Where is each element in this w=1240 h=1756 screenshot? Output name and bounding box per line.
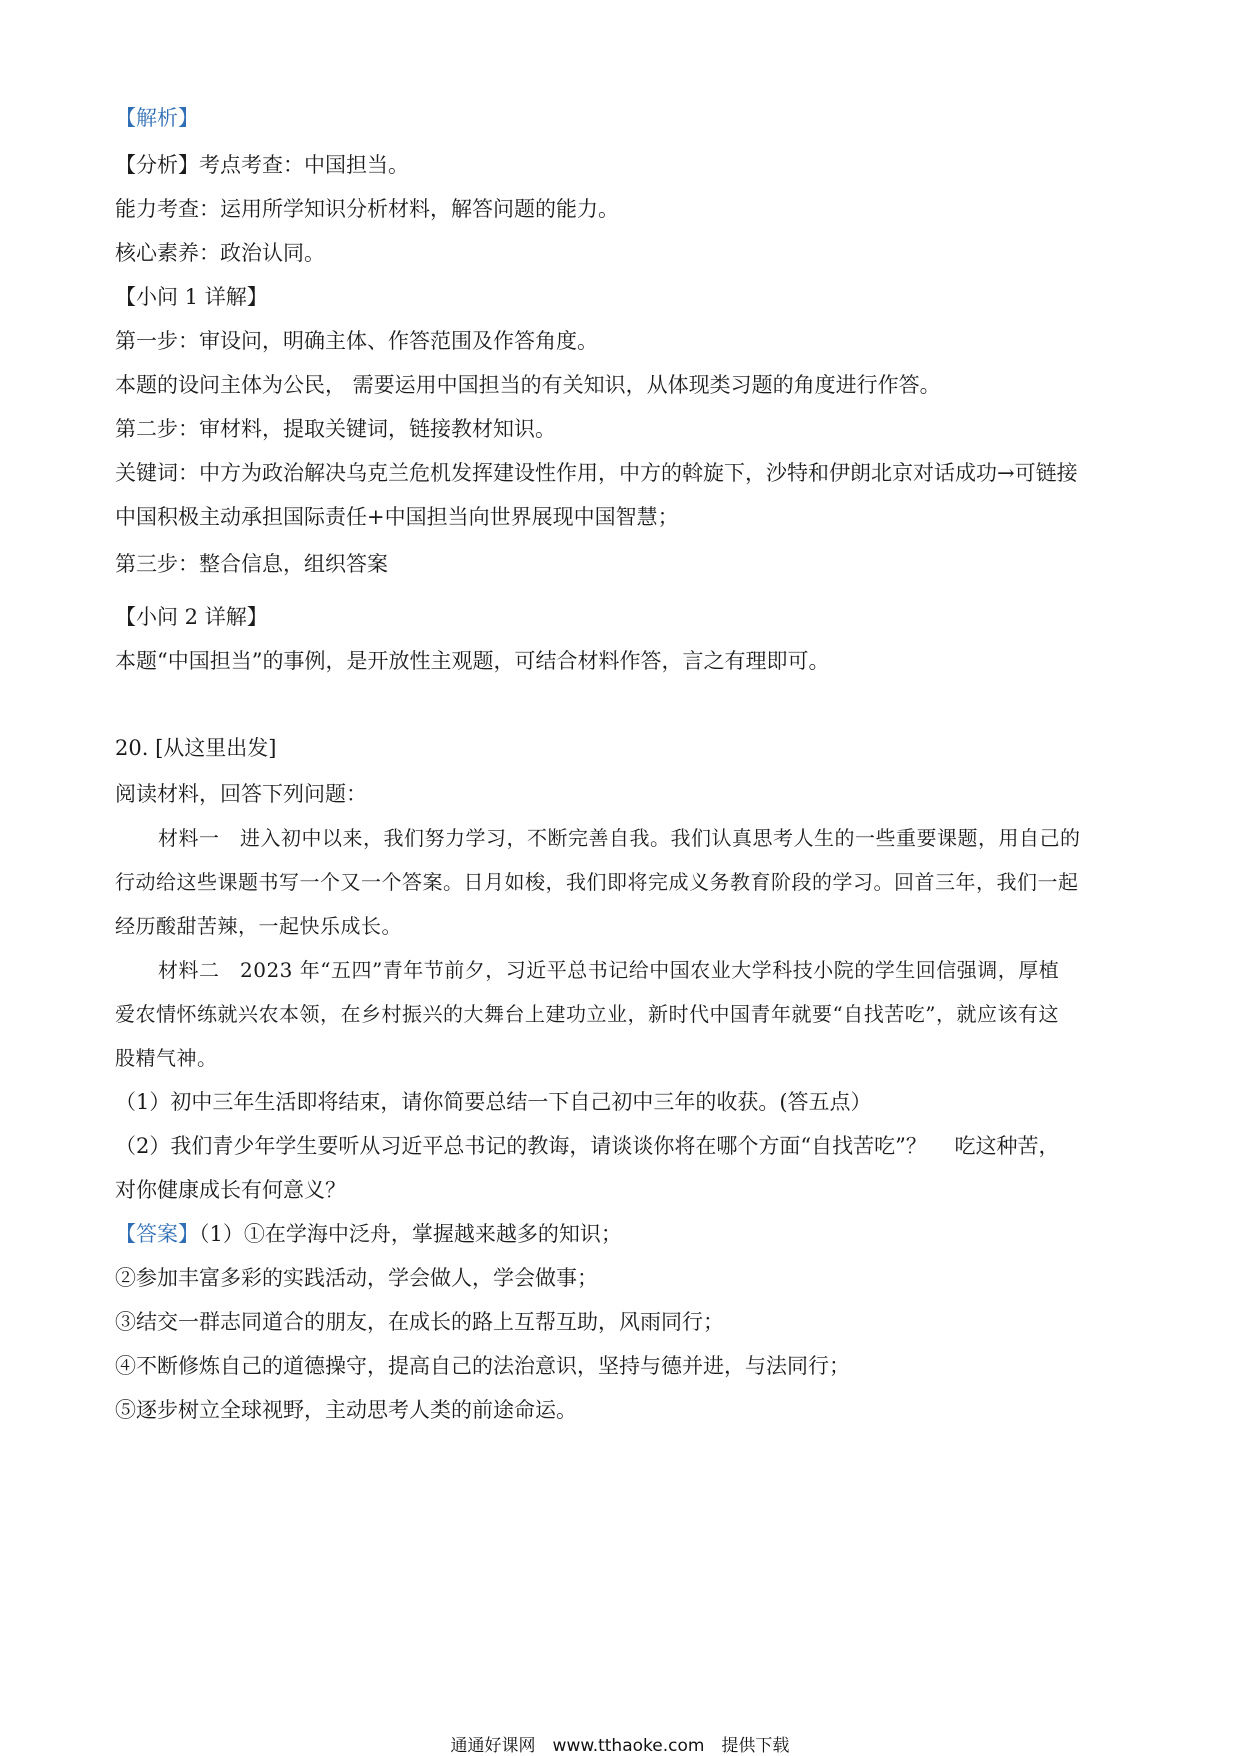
answer-item-4: ④不断修炼自己的道德操守，提高自己的法治意识，坚持与德并进，与法同行；: [115, 1354, 850, 1378]
question-1: （1）初中三年生活即将结束，请你简要总结一下自己初中三年的收获。(答五点）: [115, 1090, 872, 1114]
material2-line3: 股精气神。: [115, 1046, 218, 1070]
material1-line3: 经历酸甜苦辣，一起快乐成长。: [115, 914, 402, 938]
ability-line: 能力考查：运用所学知识分析材料，解答问题的能力。: [115, 197, 619, 221]
answer-item-2: ②参加丰富多彩的实践活动，学会做人，学会做事；: [115, 1266, 598, 1290]
sub1-heading: 【小问 1 详解】: [115, 285, 268, 309]
question20-instruction: 阅读材料，回答下列问题：: [115, 782, 367, 806]
answer-first-line: [115, 1219, 622, 1249]
keywords-line1: 关键词：中方为政治解决乌克兰危机发挥建设性作用，中方的斡旋下，沙特和伊朗北京对话成功→可链接: [115, 461, 1078, 485]
material1-line2: 行动给这些课题书写一个又一个答案。日月如梭，我们即将完成义务教育阶段的学习。回首三年，我们一起: [115, 870, 1079, 894]
material1-line1: 材料一 进入初中以来，我们努力学习，不断完善自我。我们认真思考人生的一些重要课题，用自己的: [158, 826, 1081, 850]
sub2-heading: 【小问 2 详解】: [115, 605, 268, 629]
step1-detail: 本题的设问主体为公民， 需要运用中国担当的有关知识，从体现类习题的角度进行作答。: [115, 373, 941, 397]
answer-item-1: （1）①在学海中泛舟，掌握越来越多的知识；: [199, 1222, 622, 1246]
analysis-heading: 【解析】: [115, 106, 199, 130]
step2-line: 第二步：审材料，提取关键词，链接教材知识。: [115, 417, 556, 441]
answer-label: 【答案】: [115, 1222, 199, 1246]
question-2-line2: 对你健康成长有何意义？: [115, 1178, 346, 1202]
material2-line2: 爱农情怀练就兴农本领，在乡村振兴的大舞台上建功立业，新时代中国青年就要“自找苦吃”，就应该有这: [115, 1002, 1059, 1026]
page-footer: 通通好课网 www.tthaoke.com 提供下载: [450, 1736, 790, 1756]
answer-item-5: ⑤逐步树立全球视野，主动思考人类的前途命运。: [115, 1398, 577, 1422]
sub2-detail: 本题“中国担当”的事例，是开放性主观题，可结合材料作答，言之有理即可。: [115, 649, 830, 673]
literacy-line: 核心素养：政治认同。: [115, 241, 325, 265]
question-2-line1: （2）我们青少年学生要听从习近平总书记的教诲，请谈谈你将在哪个方面“自找苦吃”？ 吃这种苦，: [115, 1134, 1060, 1158]
answer-item-3: ③结交一群志同道合的朋友，在成长的路上互帮互助，风雨同行；: [115, 1310, 724, 1334]
step3-line: 第三步：整合信息，组织答案: [115, 552, 388, 576]
keywords-line2: 中国积极主动承担国际责任+中国担当向世界展现中国智慧；: [115, 505, 679, 529]
question20-title: 20. [从这里出发]: [115, 736, 277, 760]
analysis-line: 【分析】考点考查：中国担当。: [115, 153, 409, 177]
step1-line: 第一步：审设问，明确主体、作答范围及作答角度。: [115, 329, 598, 353]
material2-line1: 材料二 2023 年“五四”青年节前夕，习近平总书记给中国农业大学科技小院的学生回信强调，厚植: [158, 958, 1060, 982]
